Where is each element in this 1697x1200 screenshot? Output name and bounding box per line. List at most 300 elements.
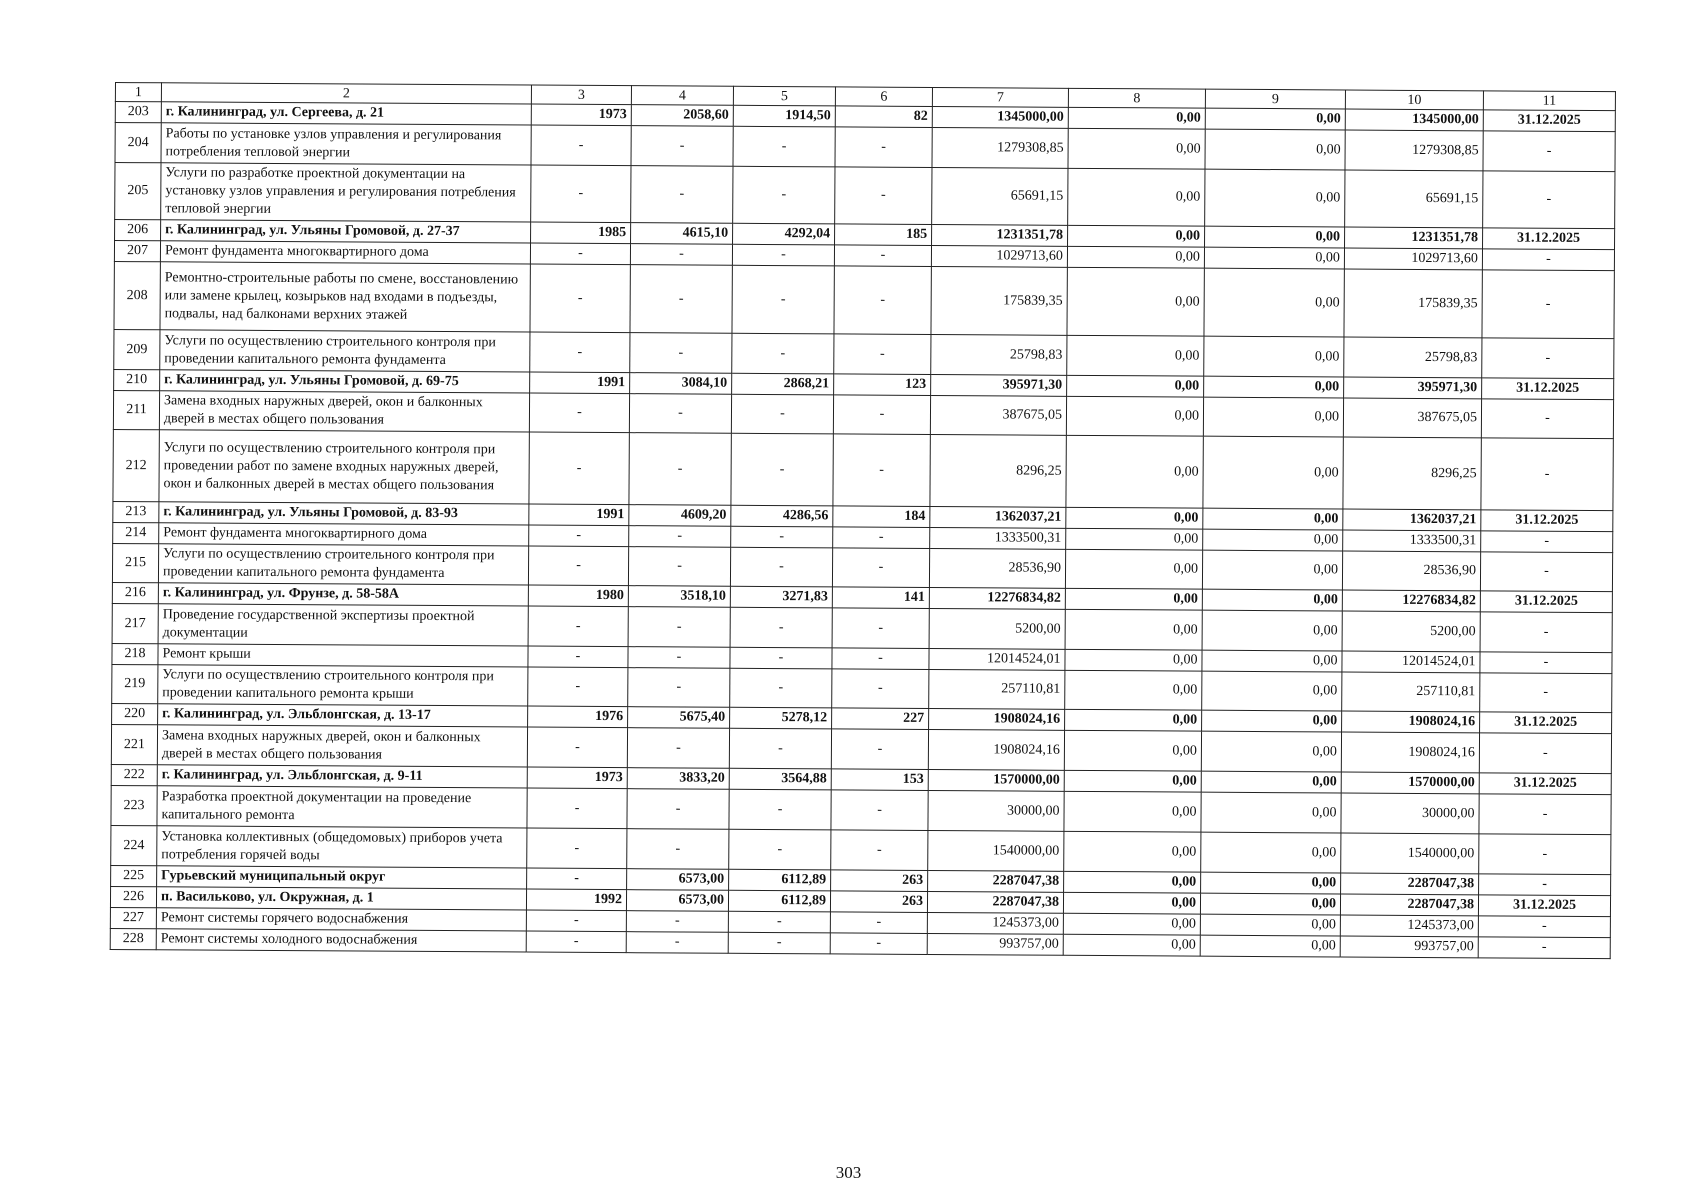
row-number-cell: 214 — [113, 522, 159, 543]
register-table — [110, 82, 1616, 959]
item-name-cell: г. Калининград, ул. Ульяны Громовой, д. 83-93 — [159, 502, 529, 525]
cost-budget-cell: 0,00 — [1203, 436, 1343, 509]
year-cell: - — [531, 165, 631, 223]
cost-fund-cell: 0,00 — [1068, 128, 1205, 169]
item-name-cell: Разработка проектной документации на проведение капитального ремонта — [157, 786, 527, 828]
cost-budget-cell: 0,00 — [1202, 710, 1342, 732]
completion-date-cell: - — [1479, 733, 1611, 774]
year-cell: - — [531, 125, 631, 166]
cost-fund-cell: 0,00 — [1067, 246, 1204, 268]
year-cell: 1973 — [531, 104, 631, 126]
column-header: 1 — [115, 83, 161, 102]
cost-owners-cell: 1245373,00 — [1340, 915, 1478, 937]
row-number-cell: 205 — [115, 163, 161, 220]
cost-fund-cell: 0,00 — [1063, 934, 1200, 956]
item-name-cell: г. Калининград, ул. Сергеева, д. 21 — [161, 102, 531, 125]
area-total-cell: - — [628, 607, 730, 648]
cost-total-cell: 257110,81 — [929, 669, 1065, 709]
item-name-cell: г. Калининград, ул. Ульяны Громовой, д. 69-75 — [160, 370, 530, 393]
area-total-cell: - — [630, 265, 732, 334]
area-living-cell: - — [731, 433, 833, 506]
cost-fund-cell: 0,00 — [1063, 892, 1200, 914]
area-total-cell: 6573,00 — [627, 869, 729, 891]
cost-total-cell: 1345000,00 — [932, 106, 1068, 128]
year-cell: 1980 — [528, 585, 628, 607]
year-cell: 1992 — [526, 889, 626, 911]
area-living-cell: - — [730, 647, 832, 669]
cost-total-cell: 25798,83 — [931, 334, 1067, 375]
cost-total-cell: 1245373,00 — [927, 912, 1063, 934]
cost-budget-cell: 0,00 — [1202, 671, 1342, 711]
row-number-cell: 211 — [113, 390, 159, 429]
completion-date-cell: - — [1479, 874, 1611, 896]
item-name-cell: Услуги по осуществлению строительного контроля при проведении работ по замене входных наружных дверей, окон и балконных дверей в местах общего пользования — [159, 430, 529, 504]
area-total-cell: - — [631, 126, 733, 167]
area-total-cell: - — [626, 932, 728, 954]
area-total-cell: - — [626, 911, 728, 933]
area-total-cell: - — [630, 333, 732, 374]
cost-budget-cell: 0,00 — [1202, 650, 1342, 672]
row-number-cell: 217 — [112, 603, 158, 643]
cost-total-cell: 387675,05 — [930, 395, 1066, 435]
column-header: 10 — [1345, 90, 1483, 110]
cost-total-cell: 65691,15 — [932, 167, 1068, 225]
item-name-cell: Ремонт системы горячего водоснабжения — [156, 908, 526, 931]
cost-fund-cell: 0,00 — [1066, 507, 1203, 529]
table-row-work — [115, 163, 1615, 229]
cost-total-cell: 1570000,00 — [928, 769, 1064, 791]
residents-cell: 123 — [834, 374, 931, 396]
row-number-cell: 207 — [114, 241, 160, 262]
cost-owners-cell: 395971,30 — [1344, 377, 1482, 399]
cost-fund-cell: 0,00 — [1063, 913, 1200, 935]
completion-date-cell: - — [1480, 612, 1612, 653]
column-header: 2 — [161, 83, 531, 104]
area-total-cell: 4609,20 — [629, 505, 731, 527]
cost-budget-cell: 0,00 — [1201, 872, 1341, 894]
completion-date-cell: 31.12.2025 — [1479, 773, 1611, 795]
residents-cell: 227 — [832, 708, 929, 730]
cost-total-cell: 12014524,01 — [929, 648, 1065, 670]
cost-fund-cell: 0,00 — [1066, 528, 1203, 550]
year-cell: 1976 — [528, 706, 628, 728]
row-number-cell: 213 — [113, 501, 159, 522]
area-total-cell: 3518,10 — [628, 586, 730, 608]
residents-cell: 141 — [832, 587, 929, 609]
cost-total-cell: 395971,30 — [931, 374, 1067, 396]
cost-owners-cell: 1908024,16 — [1341, 732, 1479, 773]
year-cell: - — [529, 525, 629, 547]
column-header: 4 — [631, 86, 733, 106]
cost-owners-cell: 25798,83 — [1344, 337, 1482, 378]
row-number-cell: 222 — [111, 764, 157, 785]
residents-cell: - — [835, 167, 932, 225]
year-cell: - — [527, 788, 627, 829]
year-cell: - — [530, 264, 630, 333]
cost-total-cell: 1362037,21 — [930, 506, 1066, 528]
cost-total-cell: 1908024,16 — [928, 729, 1064, 770]
cost-fund-cell: 0,00 — [1064, 730, 1201, 771]
area-total-cell: 3084,10 — [630, 373, 732, 395]
cost-fund-cell: 0,00 — [1065, 649, 1202, 671]
column-header: 6 — [835, 87, 932, 107]
area-living-cell: - — [730, 607, 832, 648]
year-cell: - — [530, 243, 630, 265]
cost-owners-cell: 28536,90 — [1342, 551, 1480, 591]
residents-cell: 185 — [835, 224, 932, 246]
residents-cell: - — [830, 912, 927, 934]
cost-total-cell: 1908024,16 — [929, 708, 1065, 730]
cost-budget-cell: 0,00 — [1205, 108, 1345, 130]
cost-budget-cell: 0,00 — [1202, 589, 1342, 611]
residents-cell: - — [835, 127, 932, 168]
area-living-cell: - — [732, 244, 834, 266]
area-living-cell: - — [729, 829, 831, 870]
completion-date-cell: - — [1481, 399, 1613, 439]
residents-cell: - — [832, 648, 929, 670]
residents-cell: - — [832, 669, 929, 709]
residents-cell: 153 — [831, 769, 928, 791]
cost-total-cell: 1333500,31 — [930, 527, 1066, 549]
residents-cell: - — [834, 266, 931, 335]
column-header: 5 — [733, 86, 835, 106]
cost-total-cell: 8296,25 — [930, 434, 1066, 507]
cost-fund-cell: 0,00 — [1064, 791, 1201, 832]
cost-fund-cell: 0,00 — [1064, 871, 1201, 893]
cost-budget-cell: 0,00 — [1204, 247, 1344, 269]
cost-total-cell: 1540000,00 — [928, 830, 1064, 871]
area-living-cell: - — [733, 166, 835, 224]
cost-fund-cell: 0,00 — [1065, 609, 1202, 650]
area-living-cell: - — [732, 333, 834, 374]
residents-cell: 263 — [830, 891, 927, 913]
residents-cell: - — [830, 933, 927, 955]
item-name-cell: Проведение государственной экспертизы проектной документации — [158, 604, 528, 646]
row-number-cell: 218 — [112, 643, 158, 664]
row-number-cell: 210 — [114, 369, 160, 390]
year-cell: 1991 — [529, 504, 629, 526]
residents-cell: - — [831, 790, 928, 831]
cost-budget-cell: 0,00 — [1200, 935, 1340, 957]
completion-date-cell: - — [1478, 937, 1610, 959]
cost-owners-cell: 1908024,16 — [1342, 711, 1480, 733]
cost-budget-cell: 0,00 — [1203, 397, 1343, 437]
page-number: 303 — [835, 1163, 862, 1182]
cost-budget-cell: 0,00 — [1202, 610, 1342, 651]
area-living-cell: 5278,12 — [730, 707, 832, 729]
year-cell: - — [526, 931, 626, 953]
cost-fund-cell: 0,00 — [1068, 107, 1205, 129]
area-living-cell: - — [731, 394, 833, 434]
cost-total-cell: 2287047,38 — [927, 891, 1063, 913]
item-name-cell: Замена входных наружных дверей, окон и балконных дверей в местах общего пользования — [159, 391, 529, 432]
cost-owners-cell: 1540000,00 — [1341, 833, 1479, 874]
cost-total-cell: 5200,00 — [929, 608, 1065, 649]
cost-owners-cell: 12276834,82 — [1342, 590, 1480, 612]
item-name-cell: Ремонт фундамента многоквартирного дома — [159, 523, 529, 546]
residents-cell: - — [834, 334, 931, 375]
completion-date-cell: - — [1483, 171, 1615, 229]
cost-owners-cell: 175839,35 — [1344, 269, 1482, 338]
area-total-cell: - — [628, 547, 730, 587]
cost-owners-cell: 5200,00 — [1342, 611, 1480, 652]
cost-budget-cell: 0,00 — [1201, 832, 1341, 873]
cost-fund-cell: 0,00 — [1065, 549, 1202, 589]
year-cell: - — [529, 432, 629, 505]
completion-date-cell: - — [1478, 916, 1610, 938]
residents-cell: - — [834, 245, 931, 267]
cost-budget-cell: 0,00 — [1204, 268, 1344, 337]
completion-date-cell: 31.12.2025 — [1483, 228, 1615, 250]
area-total-cell: 3833,20 — [627, 768, 729, 790]
year-cell: - — [528, 606, 628, 647]
table-body — [110, 83, 1615, 959]
cost-owners-cell: 1570000,00 — [1341, 772, 1479, 794]
residents-cell: - — [833, 434, 930, 507]
item-name-cell: Замена входных наружных дверей, окон и балконных дверей в местах общего пользования — [157, 725, 527, 767]
completion-date-cell: - — [1480, 552, 1612, 592]
row-number-cell: 227 — [110, 907, 156, 928]
completion-date-cell: - — [1482, 270, 1614, 339]
year-cell: 1991 — [530, 372, 630, 394]
area-living-cell: - — [733, 126, 835, 167]
completion-date-cell: 31.12.2025 — [1483, 110, 1615, 132]
cost-owners-cell: 1029713,60 — [1344, 248, 1482, 270]
item-name-cell: Ремонт крыши — [158, 644, 528, 667]
cost-owners-cell: 2287047,38 — [1340, 894, 1478, 916]
cost-budget-cell: 0,00 — [1201, 771, 1341, 793]
area-living-cell: 4292,04 — [733, 223, 835, 245]
area-living-cell: - — [730, 668, 832, 708]
item-name-cell: Услуги по осуществлению строительного контроля при проведении капитального ремонта крыши — [158, 665, 528, 706]
area-living-cell: - — [729, 789, 831, 830]
row-number-cell: 224 — [111, 825, 157, 865]
item-name-cell: г. Калининград, ул. Фрунзе, д. 58-58А — [158, 583, 528, 606]
cost-fund-cell: 0,00 — [1067, 267, 1204, 336]
row-number-cell: 206 — [115, 220, 161, 241]
cost-owners-cell: 2287047,38 — [1341, 873, 1479, 895]
year-cell: - — [530, 332, 630, 373]
area-living-cell: - — [731, 526, 833, 548]
row-number-cell: 212 — [113, 429, 159, 501]
item-name-cell: п. Васильково, ул. Окружная, д. 1 — [156, 887, 526, 910]
column-header: 11 — [1483, 91, 1615, 111]
area-total-cell: - — [629, 394, 731, 434]
area-total-cell: - — [628, 668, 730, 708]
item-name-cell: Установка коллективных (общедомовых) приборов учета потребления горячей воды — [157, 826, 527, 868]
area-living-cell: 4286,56 — [731, 505, 833, 527]
year-cell: - — [527, 868, 627, 890]
cost-fund-cell: 0,00 — [1068, 225, 1205, 247]
row-number-cell: 215 — [112, 543, 158, 582]
area-total-cell: - — [629, 526, 731, 548]
cost-fund-cell: 0,00 — [1067, 335, 1204, 376]
column-header: 9 — [1205, 89, 1345, 109]
cost-fund-cell: 0,00 — [1065, 709, 1202, 731]
area-total-cell: - — [630, 244, 732, 266]
cost-owners-cell: 1345000,00 — [1345, 109, 1483, 131]
cost-owners-cell: 30000,00 — [1341, 793, 1479, 834]
area-total-cell: - — [631, 166, 733, 224]
cost-fund-cell: 0,00 — [1064, 831, 1201, 872]
cost-fund-cell: 0,00 — [1068, 168, 1205, 226]
item-name-cell: Услуги по осуществлению строительного контроля при проведении капитального ремонта фундамента — [158, 544, 528, 585]
year-cell: - — [527, 828, 627, 869]
cost-total-cell: 993757,00 — [927, 933, 1063, 955]
area-living-cell: - — [728, 932, 830, 954]
area-total-cell: - — [627, 829, 729, 870]
row-number-cell: 221 — [111, 724, 157, 764]
area-living-cell: - — [730, 547, 832, 587]
cost-total-cell: 28536,90 — [929, 548, 1065, 588]
completion-date-cell: 31.12.2025 — [1482, 378, 1614, 400]
cost-budget-cell: 0,00 — [1203, 508, 1343, 530]
item-name-cell: Ремонт системы холодного водоснабжения — [156, 929, 526, 952]
row-number-cell: 208 — [114, 261, 160, 329]
row-number-cell: 216 — [112, 582, 158, 603]
cost-fund-cell: 0,00 — [1065, 670, 1202, 710]
row-number-cell: 225 — [111, 865, 157, 886]
row-number-cell: 220 — [112, 703, 158, 724]
column-header: 3 — [531, 85, 631, 105]
cost-fund-cell: 0,00 — [1066, 435, 1203, 508]
year-cell: - — [529, 393, 629, 433]
completion-date-cell: - — [1483, 131, 1615, 172]
cost-budget-cell: 0,00 — [1205, 226, 1345, 248]
area-total-cell: - — [627, 728, 729, 769]
item-name-cell: Работы по установке узлов управления и регулирования потребления тепловой энергии — [161, 123, 531, 165]
item-name-cell: Ремонт фундамента многоквартирного дома — [160, 241, 530, 264]
residents-cell: - — [833, 527, 930, 549]
cost-owners-cell: 993757,00 — [1340, 936, 1478, 958]
residents-cell: - — [831, 830, 928, 871]
area-total-cell: - — [629, 433, 731, 506]
cost-fund-cell: 0,00 — [1065, 588, 1202, 610]
cost-budget-cell: 0,00 — [1201, 792, 1341, 833]
cost-total-cell: 12276834,82 — [929, 587, 1065, 609]
item-name-cell: Гурьевский муниципальный округ — [157, 866, 527, 889]
table-row-work — [113, 429, 1613, 510]
completion-date-cell: - — [1480, 652, 1612, 674]
area-living-cell: 3271,83 — [730, 586, 832, 608]
completion-date-cell: 31.12.2025 — [1481, 510, 1613, 532]
cost-owners-cell: 1279308,85 — [1345, 130, 1483, 171]
cost-total-cell: 1029713,60 — [931, 245, 1067, 267]
cost-budget-cell: 0,00 — [1202, 550, 1342, 590]
item-name-cell: г. Калининград, ул. Эльблонгская, д. 13-17 — [158, 704, 528, 727]
year-cell: - — [526, 910, 626, 932]
cost-owners-cell: 12014524,01 — [1342, 651, 1480, 673]
area-living-cell: 6112,89 — [729, 869, 831, 891]
cost-budget-cell: 0,00 — [1204, 376, 1344, 398]
cost-owners-cell: 8296,25 — [1343, 437, 1481, 510]
row-number-cell: 204 — [115, 123, 161, 163]
cost-total-cell: 1231351,78 — [932, 224, 1068, 246]
completion-date-cell: - — [1479, 794, 1611, 835]
area-living-cell: 1914,50 — [733, 105, 835, 127]
row-number-cell: 228 — [110, 928, 156, 949]
column-header: 8 — [1068, 88, 1205, 108]
cost-owners-cell: 1231351,78 — [1345, 227, 1483, 249]
cost-owners-cell: 387675,05 — [1343, 398, 1481, 438]
area-living-cell: 6112,89 — [728, 890, 830, 912]
area-total-cell: 2058,60 — [631, 105, 733, 127]
item-name-cell: Услуги по осуществлению строительного контроля при проведении капитального ремонта фундамента — [160, 330, 530, 372]
year-cell: - — [527, 727, 627, 768]
completion-date-cell: - — [1482, 249, 1614, 271]
cost-total-cell: 1279308,85 — [932, 127, 1068, 168]
cost-owners-cell: 65691,15 — [1345, 170, 1483, 228]
area-living-cell: 2868,21 — [732, 373, 834, 395]
row-number-cell: 209 — [114, 329, 160, 369]
year-cell: - — [528, 646, 628, 668]
completion-date-cell: - — [1481, 531, 1613, 553]
cost-fund-cell: 0,00 — [1067, 375, 1204, 397]
area-living-cell: - — [729, 728, 831, 769]
residents-cell: - — [832, 608, 929, 649]
area-total-cell: 4615,10 — [631, 223, 733, 245]
area-total-cell: 6573,00 — [626, 890, 728, 912]
residents-cell: - — [833, 395, 930, 435]
item-name-cell: г. Калининград, ул. Эльблонгская, д. 9-11 — [157, 765, 527, 788]
completion-date-cell: 31.12.2025 — [1480, 712, 1612, 734]
completion-date-cell: - — [1480, 673, 1612, 713]
table-row-work — [114, 261, 1614, 338]
residents-cell: 263 — [831, 870, 928, 892]
cost-budget-cell: 0,00 — [1203, 529, 1343, 551]
cost-budget-cell: 0,00 — [1200, 893, 1340, 915]
completion-date-cell: - — [1479, 834, 1611, 875]
area-living-cell: - — [728, 911, 830, 933]
area-total-cell: 5675,40 — [628, 707, 730, 729]
cost-budget-cell: 0,00 — [1204, 336, 1344, 377]
residents-cell: - — [831, 729, 928, 770]
cost-budget-cell: 0,00 — [1205, 129, 1345, 170]
area-living-cell: - — [732, 265, 834, 334]
year-cell: - — [528, 546, 628, 586]
cost-fund-cell: 0,00 — [1064, 770, 1201, 792]
area-living-cell: 3564,88 — [729, 768, 831, 790]
cost-total-cell: 175839,35 — [931, 266, 1067, 335]
residents-cell: 82 — [835, 106, 932, 128]
residents-cell: - — [832, 548, 929, 588]
cost-owners-cell: 1333500,31 — [1343, 530, 1481, 552]
item-name-cell: г. Калининград, ул. Ульяны Громовой, д. 27-37 — [161, 220, 531, 243]
residents-cell: 184 — [833, 506, 930, 528]
cost-owners-cell: 1362037,21 — [1343, 509, 1481, 531]
item-name-cell: Услуги по разработке проектной документации на установку узлов управления и регулирования потребления тепловой энергии — [161, 163, 531, 222]
cost-owners-cell: 257110,81 — [1342, 672, 1480, 712]
row-number-cell: 223 — [111, 785, 157, 825]
cost-total-cell: 30000,00 — [928, 790, 1064, 831]
row-number-cell: 203 — [115, 102, 161, 123]
area-total-cell: - — [628, 647, 730, 669]
cost-budget-cell: 0,00 — [1205, 169, 1345, 227]
item-name-cell: Ремонтно-строительные работы по смене, восстановлению или замене крылец, козырьков над входами в подъезды, подвалы, над балконами верхних этажей — [160, 262, 530, 332]
year-cell: 1973 — [527, 767, 627, 789]
row-number-cell: 226 — [110, 886, 156, 907]
cost-budget-cell: 0,00 — [1201, 731, 1341, 772]
cost-total-cell: 2287047,38 — [928, 870, 1064, 892]
completion-date-cell: 31.12.2025 — [1478, 895, 1610, 917]
completion-date-cell: - — [1481, 438, 1613, 511]
area-total-cell: - — [627, 789, 729, 830]
cost-budget-cell: 0,00 — [1200, 914, 1340, 936]
cost-fund-cell: 0,00 — [1066, 396, 1203, 436]
year-cell: 1985 — [531, 222, 631, 244]
column-header: 7 — [932, 87, 1068, 107]
completion-date-cell: 31.12.2025 — [1480, 591, 1612, 613]
